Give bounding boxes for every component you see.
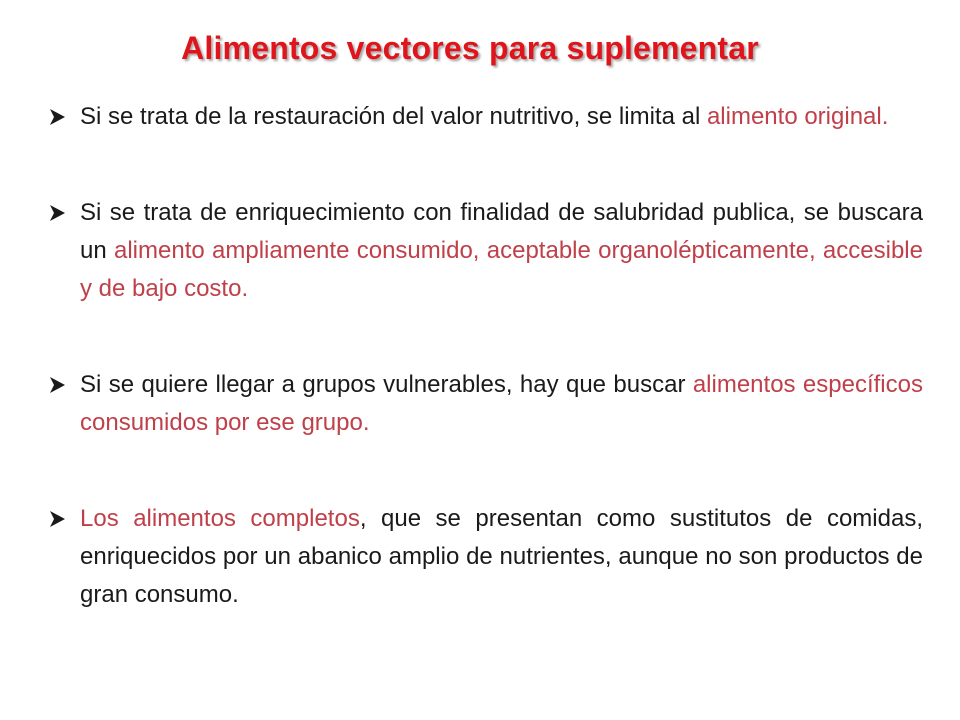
bullet-item [48,500,923,614]
arrowhead-bullet-icon [48,366,80,404]
slide-title: Alimentos vectores para suplementar [181,30,759,66]
bullet-text [80,98,923,136]
bullet-text [80,194,923,308]
bullet-item [48,194,923,308]
bullet-item [48,98,923,136]
arrowhead-bullet-icon [48,500,80,538]
bullet-text-plain: Si se trata de la restauración del valor nutritivo, se limita al [80,103,707,130]
bullet-text-plain: Si se trata de enriquecimiento con finalidad de salubridad publica, se buscara un [80,199,923,264]
arrowhead-bullet-icon [48,194,80,232]
bullet-text-highlight: alimento ampliamente consumido, aceptable organolépticamente, accesible y de bajo costo. [80,237,923,302]
bullet-text-highlight: alimento original. [706,103,889,130]
bullet-text-plain-after: , que se presentan como sustitutos de comidas, enriquecidos por un abanico amplio de nutrientes, aunque no son productos de gran consumo. [80,505,923,608]
bullet-text [80,366,923,442]
bullet-text-plain: Si se quiere llegar a grupos vulnerables, hay que buscar [80,371,693,398]
bullet-text-highlight: alimentos específicos consumidos por ese grupo. [80,371,923,436]
bullet-list [48,98,923,614]
bullet-text-highlight: Los alimentos completos [80,505,360,532]
bullet-item [48,366,923,442]
bullet-text [80,500,923,614]
arrowhead-bullet-icon [48,98,80,136]
